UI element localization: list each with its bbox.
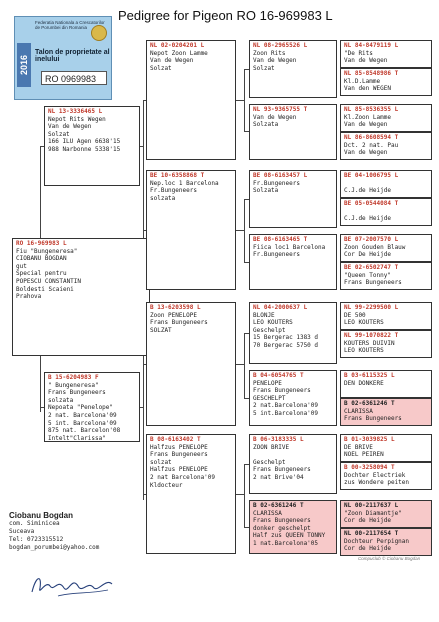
- great-great-grandparent-card: [340, 234, 432, 262]
- pigeon-detail-line: DEN DONKERE: [344, 379, 384, 387]
- pigeon-detail-line: CLARISSA: [253, 509, 282, 517]
- pigeon-detail-line: Cor de Heijde: [344, 545, 391, 553]
- pigeon-detail-line: Frans Bungeneers: [253, 466, 311, 474]
- ring-number: NL 13-3336465 L: [48, 108, 103, 115]
- pigeon-detail-line: 2 nat Barcelona'09: [150, 473, 216, 481]
- page-title: Pedigree for Pigeon RO 16-969983 L: [118, 8, 333, 23]
- great-grandparent-card: [249, 234, 337, 290]
- pigeon-detail-line: Kl.Zoon Lamme: [344, 113, 391, 121]
- pigeon-detail-line: Half zus QUEEN TONNY: [253, 532, 326, 540]
- breeder-line[interactable]: bogdan_porumbei@yahoo.com: [9, 544, 100, 551]
- connector-line: [236, 230, 244, 231]
- pigeon-detail-line: LEO KOUTERS: [344, 319, 384, 327]
- pigeon-detail-line: Van de Wegen: [48, 123, 92, 131]
- great-grandparent-card: [249, 434, 337, 494]
- pigeon-detail-line: solzata: [48, 396, 74, 404]
- pigeon-detail-line: KOUTERS DUIVIN: [344, 339, 395, 347]
- pigeon-detail-line: Cor de Heijde: [344, 517, 391, 525]
- great-great-grandparent-card: [340, 104, 432, 132]
- pigeon-detail-line: 166 ILU Agen 6638'15: [48, 138, 121, 146]
- pigeon-detail-line: [253, 451, 333, 459]
- ring-number: B 04-6054765 T: [253, 372, 304, 379]
- pigeon-detail-line: 15 Bergerac 1383 d: [253, 334, 319, 342]
- pigeon-detail-line: "Queen Tonny": [344, 271, 391, 279]
- pigeon-detail-line: Kl.D.Lamme: [344, 77, 381, 85]
- pigeon-detail-line: PENELOPE: [253, 379, 282, 387]
- pigeon-detail-line: 1 nat.Barcelona'05: [253, 539, 319, 547]
- ring-number: NL 04-2000637 L: [253, 304, 308, 311]
- great-great-grandparent-card: [340, 330, 432, 358]
- pigeon-detail-line: Special pentru: [16, 270, 67, 278]
- ring-number: B 01-3039825 L: [344, 436, 395, 443]
- pigeon-detail-line: C.J.de Heijde: [344, 187, 391, 195]
- pigeon-detail-line: Fiu "Bungeneresa": [16, 247, 78, 255]
- great-great-grandparent-card: [340, 462, 432, 490]
- great-great-grandparent-card: [340, 370, 432, 398]
- pigeon-detail-line: Van den WEGEN: [344, 85, 391, 93]
- subject-pigeon-card: [12, 238, 150, 356]
- pigeon-detail-line: Frans Bungeneers: [150, 451, 208, 459]
- pigeon-detail-line: 988 Narbonne 5338'15: [48, 145, 121, 153]
- pigeon-detail-line: "De Rits: [344, 49, 373, 57]
- stamp-title: Talon de proprietate al inelului: [35, 49, 110, 63]
- ring-number: B 00-3258094 T: [344, 464, 395, 471]
- pigeon-detail-line: Fr.Bungeneers: [253, 251, 300, 259]
- great-great-grandparent-card: [340, 132, 432, 160]
- connector-line: [236, 494, 244, 495]
- pigeon-detail-line: Van de Wegen: [253, 113, 297, 121]
- grandparent-card: [146, 434, 236, 554]
- parent-card: [44, 106, 140, 186]
- pigeon-detail-line: Frans Bungeneers: [344, 279, 402, 287]
- pigeon-detail-line: 2 nat.Barcelona'09: [253, 402, 319, 410]
- great-great-grandparent-card: [340, 500, 432, 528]
- ring-number: B 15-6204983 F: [48, 374, 99, 381]
- ring-number: NL 85-8536355 L: [344, 106, 399, 113]
- pigeon-detail-line: Kldocteur: [150, 481, 183, 489]
- pigeon-detail-line: CIOBANU BOGDAN: [16, 255, 67, 263]
- pigeon-detail-line: Van de Wegen: [344, 121, 388, 129]
- ring-number: NL 00-2117654 T: [344, 530, 399, 537]
- great-great-grandparent-card: [340, 40, 432, 68]
- great-grandparent-card: [249, 500, 337, 554]
- pigeon-detail-line: Zoon Gouden Blauw: [344, 243, 406, 251]
- pigeon-detail-line: donker geschelpt: [253, 524, 311, 532]
- great-great-grandparent-card: [340, 198, 432, 226]
- ring-number: BE 05-0544084 T: [344, 200, 399, 207]
- pigeon-detail-line: Fr.Bungeneers: [253, 179, 300, 187]
- ring-number: B 08-6163402 T: [150, 436, 201, 443]
- pigeon-detail-line: Prahova: [16, 293, 42, 301]
- ring-number: NL 99-2299500 L: [344, 304, 399, 311]
- connector-line: [244, 69, 245, 131]
- great-great-grandparent-card: [340, 398, 432, 426]
- great-grandparent-card: [249, 170, 337, 228]
- pigeon-detail-line: Dochter Electriek: [344, 471, 406, 479]
- signature-image: [28, 570, 116, 600]
- great-great-grandparent-card: [340, 170, 432, 198]
- pigeon-detail-line: DE 500: [344, 311, 366, 319]
- pigeon-detail-line: Boldesti Scaieni: [16, 285, 74, 293]
- great-grandparent-card: [249, 370, 337, 426]
- pigeon-detail-line: Frans Bungeneers: [253, 517, 311, 525]
- pigeon-detail-line: solzat: [150, 458, 172, 466]
- pigeon-detail-line: Frans Bungeneers: [344, 415, 402, 423]
- pigeon-detail-line: gut: [16, 262, 27, 270]
- pigeon-detail-line: Halfzus PENELOPE: [150, 443, 208, 451]
- pigeon-detail-line: Zoon Rits: [253, 49, 286, 57]
- pigeon-detail-line: Nepoata "Penelope": [48, 404, 114, 412]
- pigeon-detail-line: Solzat: [150, 64, 172, 72]
- pigeon-detail-line: Dct. 2 nat. Pau: [344, 141, 399, 149]
- pigeon-detail-line: Frans Bungeneers: [48, 389, 106, 397]
- great-grandparent-card: [249, 40, 337, 98]
- connector-line: [244, 199, 245, 262]
- pigeon-detail-line: Van de Wegen: [253, 57, 297, 65]
- stamp-federation: Federatia Nationala a Crescatorilor de Porumbei din Romania: [35, 20, 105, 30]
- great-great-grandparent-card: [340, 68, 432, 96]
- pigeon-detail-line: Zoon PENELOPE: [150, 311, 197, 319]
- ring-number: B 13-6203598 L: [150, 304, 201, 311]
- pigeon-detail-line: Van de Wegen: [150, 57, 194, 65]
- connector-line: [140, 407, 143, 408]
- ring-number: BE 08-6163457 L: [253, 172, 308, 179]
- great-great-grandparent-card: [340, 434, 432, 462]
- ring-number: NL 85-8548986 T: [344, 70, 399, 77]
- pigeon-detail-line: CLARISSA: [344, 407, 373, 415]
- ring-number: B 02-6361246 T: [253, 502, 304, 509]
- ring-number: NL 00-2117637 L: [344, 502, 399, 509]
- pigeon-detail-line: Van de Wegen: [344, 57, 388, 65]
- seal-icon: [91, 25, 107, 41]
- pigeon-detail-line: 5 int. Barcelona'09: [48, 419, 117, 427]
- pigeon-detail-line: Frans Bungeneers: [150, 319, 208, 327]
- pigeon-detail-line: Nepot Rits Wegen: [48, 115, 106, 123]
- ring-number: NL 02-0204201 L: [150, 42, 205, 49]
- pigeon-detail-line: Solzat: [48, 130, 70, 138]
- connector-line: [236, 364, 244, 365]
- pigeon-detail-line: Nepot Zoon Lamme: [150, 49, 208, 57]
- great-grandparent-card: [249, 104, 337, 160]
- pigeon-detail-line: C.J.de Heijde: [344, 215, 391, 223]
- pigeon-detail-line: Solzata: [253, 187, 279, 195]
- ring-number: BE 07-2007570 L: [344, 236, 399, 243]
- pigeon-detail-line: Fr.Bungeneers: [150, 187, 197, 195]
- great-great-grandparent-card: [340, 262, 432, 290]
- pigeon-detail-line: [344, 180, 428, 188]
- pigeon-detail-line: LEO KOUTERS: [253, 319, 293, 327]
- ring-number: NL 08-2965526 L: [253, 42, 308, 49]
- pigeon-detail-line: LEO KOUTERS: [344, 347, 384, 355]
- ring-number: B 03-6115325 L: [344, 372, 395, 379]
- ring-number: BE 08-6163465 T: [253, 236, 308, 243]
- pigeon-detail-line: " Bungeneresa": [48, 381, 99, 389]
- parent-card: [44, 372, 140, 442]
- pigeon-detail-line: Nep.loc 1 Barcelona: [150, 179, 219, 187]
- pigeon-detail-line: 2 nat. Barcelona'09: [48, 411, 117, 419]
- breeder-line: Tel: 0723315512: [9, 536, 64, 543]
- pigeon-detail-line: Frans Bungeneers: [253, 387, 311, 395]
- breeder-name: Ciobanu Bogdan: [9, 511, 73, 520]
- ring-number: RO 16-969983 L: [16, 240, 67, 247]
- ring-number: BE 10-6358868 T: [150, 172, 205, 179]
- pigeon-detail-line: Intelt"Clarissa": [48, 434, 106, 442]
- pigeon-detail-line: Cor De Heijde: [344, 251, 391, 259]
- pigeon-detail-line: zus Wondere peiten: [344, 479, 410, 487]
- connector-line: [140, 146, 143, 147]
- connector-line: [236, 100, 244, 101]
- pigeon-detail-line: solzata: [150, 194, 176, 202]
- ring-number: BE 02-6502747 T: [344, 264, 399, 271]
- great-grandparent-card: [249, 302, 337, 364]
- connector-line: [244, 333, 245, 398]
- pigeon-detail-line: 70 Bergerac 5750 d: [253, 341, 319, 349]
- stamp-year: 2016: [17, 43, 31, 87]
- pigeon-detail-line: DE BRIVE: [344, 443, 373, 451]
- ring-ownership-stamp: [14, 16, 112, 100]
- ring-number: NL 86-8608594 T: [344, 134, 399, 141]
- pigeon-detail-line: Geschelpt: [253, 458, 286, 466]
- pigeon-detail-line: Solzat: [253, 64, 275, 72]
- breeder-line: com. Siminicea: [9, 520, 60, 527]
- pigeon-detail-line: [344, 208, 428, 216]
- pigeon-detail-line: 875 nat. Barcelon'08: [48, 427, 121, 435]
- ring-number: NL 84-8479119 L: [344, 42, 399, 49]
- pigeon-detail-line: GESCHELPT: [253, 394, 286, 402]
- pigeon-detail-line: BLONJE: [253, 311, 275, 319]
- pigeon-detail-line: 5 int.Barcelona'09: [253, 409, 319, 417]
- stamp-ring-number: RO 0969983: [41, 71, 107, 85]
- grandparent-card: [146, 302, 236, 426]
- pigeon-detail-line: Geschelpt: [253, 326, 286, 334]
- grandparent-card: [146, 170, 236, 290]
- pigeon-detail-line: Van de Wegen: [344, 149, 388, 157]
- grandparent-card: [146, 40, 236, 160]
- great-great-grandparent-card: [340, 302, 432, 330]
- pigeon-detail-line: ZOON BRIVE: [253, 443, 290, 451]
- pigeon-detail-line: Fiica loc1 Barcelona: [253, 243, 326, 251]
- ring-number: NL 93-9365755 T: [253, 106, 308, 113]
- pigeon-detail-line: POPESCU CONSTANTIN: [16, 277, 82, 285]
- ring-number: BE 04-1006795 L: [344, 172, 399, 179]
- pigeon-detail-line: Halfzus PENELOPE: [150, 466, 208, 474]
- breeder-line: Suceava: [9, 528, 35, 535]
- pigeon-detail-line: Solzata: [253, 121, 279, 129]
- breeder-info: [9, 512, 99, 552]
- connector-line: [244, 464, 245, 527]
- pigeon-detail-line: Dochteur Perpignan: [344, 537, 410, 545]
- footer-credit: Compuclub © Ciobanu Bogdan: [358, 556, 421, 561]
- ring-number: B 02-6361246 T: [344, 400, 395, 407]
- pigeon-detail-line: NOEL PEIREN: [344, 451, 384, 459]
- pigeon-detail-line: SOLZAT: [150, 326, 172, 334]
- great-great-grandparent-card: [340, 528, 432, 556]
- ring-number: NL 99-1070822 T: [344, 332, 399, 339]
- pigeon-detail-line: 2 nat Brive'04: [253, 473, 304, 481]
- ring-number: B 06-3183335 L: [253, 436, 304, 443]
- pigeon-detail-line: "Zoon Diamantje": [344, 509, 402, 517]
